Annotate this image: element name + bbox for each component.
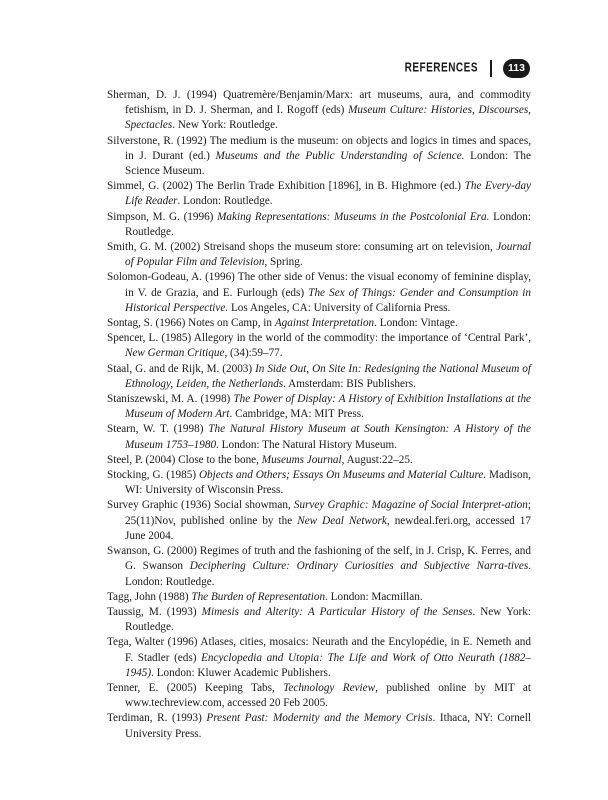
header-divider [490,60,492,77]
reference-text: . London: The Natural History Museum. [216,438,397,451]
reference-title: Deciphering Culture: Ordinary Curiosities and Subjective Narra-tives [189,560,529,573]
reference-entry [107,590,531,605]
reference-text: Sontag, S. (1966) Notes on Camp, in [107,317,275,330]
reference-entry [107,468,531,498]
reference-entry [107,711,531,741]
reference-text: , Spring. [264,256,303,269]
reference-entry [107,544,531,590]
reference-text: Stocking, G. (1985) [107,469,199,482]
reference-title: Mimesis and Alterity: A Particular History of the Senses [201,605,473,618]
reference-text: . London: Macmillan. [325,590,423,603]
reference-title: Against Interpretation [274,317,375,330]
reference-title: Encyclopedia and Utopia: The Life and Work of Otto Neurath (1882–1945) [125,651,531,679]
reference-entry [107,453,531,468]
reference-title: Survey Graphic: Magazine of Social Interpret-ation [293,499,528,512]
page-number-badge: 113 [503,59,530,78]
reference-text: , newdeal.feri.org, accessed 17 June 2004. [125,514,531,542]
reference-title: Making Representations: Museums in the Postcolonial Era. [217,210,490,223]
reference-text: . London: Routledge. [125,560,532,588]
reference-title: The Power of Display: A History of Exhibition Installations at the Museum of Modern Art [125,393,532,421]
reference-title: Technology Review [283,681,376,694]
reference-entry [107,210,531,240]
reference-text: Solomon-Godeau, A. (1996) The other side of Venus: the visual economy of feminine display, in V. de Grazia, and E. Furlough (eds) [107,271,531,299]
reference-title: Objects and Others; Essays On Museums and Material Culture. [198,469,487,482]
reference-title: Museums and the Public Understanding of Science. [215,149,465,162]
reference-text: Madison, WI: University of Wisconsin Press. [125,469,532,497]
reference-text: Swanson, G. (2000) Regimes of truth and the fashioning of the self, in J. Crisp, K. Ferres, and G. Swanson [107,545,531,573]
reference-text: Tega, Walter (1996) Atlases, cities, mosaics: Neurath and the Encylopédie, in E. Nemeth and F. Stadler (eds) [107,636,531,664]
reference-entry [107,240,531,270]
reference-entry [107,681,531,711]
reference-entry [107,605,531,635]
reference-text: . Cambridge, MA: MIT Press. [229,408,364,421]
reference-text: Staniszewski, M. A. (1998) [107,393,234,406]
reference-text: . Amsterdam: BIS Publishers. [283,377,416,390]
reference-text: . London: Kluwer Academic Publishers. [151,666,331,679]
reference-text: , August:22–25. [341,453,413,466]
reference-title: Journal of Popular Film and Television [125,241,531,269]
reference-text: Steel, P. (2004) Close to the bone, [107,453,262,466]
reference-text: Smith, G. M. (2002) Streisand shops the museum store: consuming art on television, [107,241,497,254]
reference-entry [107,422,531,452]
reference-entry [107,392,531,422]
reference-text: . Ithaca, NY: Cornell University Press. [125,712,531,740]
reference-text: Staal, G. and de Rijk, M. (2003) [107,362,256,375]
reference-text: Sherman, D. J. (1994) Quatremère/Benjamin/Marx: art museums, aura, and commodity fetishism, in D. J. Sherman, and I. Rogoff (eds) [107,89,531,117]
reference-entry [107,635,531,681]
reference-title: The Sex of Things: Gender and Consumption in Historical Perspective. [125,286,531,314]
reference-text: London: Routledge. [125,210,531,238]
reference-text: Los Angeles, CA: University of California Press. [228,301,451,314]
reference-entry [107,134,531,180]
reference-title: The Natural History Museum at South Kensington: A History of the Museum 1753–1980 [125,423,531,451]
reference-text: . London: Routledge. [177,195,273,208]
reference-title: In Side Out, On Site In: Redesigning the National Museum of Ethnology, Leiden, the Netherlands [125,362,531,390]
reference-title: Present Past: Modernity and the Memory Crisis [206,712,433,725]
reference-text: Silverstone, R. (1992) The medium is the museum: on objects and logics in times and spaces, in J. Durant (ed.) [107,134,531,162]
reference-entry [107,88,531,134]
reference-list [107,88,531,742]
reference-title: The Every-day Life Reader [125,180,532,208]
reference-text: Survey Graphic (1936) Social showman, [107,499,294,512]
reference-text: Terdiman, R. (1993) [107,712,207,725]
running-head [405,58,530,78]
reference-text: Simmel, G. (2002) The Berlin Trade Exhibition [1896], in B. Highmore (ed.) [107,180,465,193]
reference-text: Spencer, L. (1985) Allegory in the world of the commodity: the importance of ‘Central Park’, [107,332,531,345]
reference-text: . London: Vintage. [374,317,458,330]
reference-entry [107,179,531,209]
reference-entry [107,498,531,544]
reference-text: Simpson, M. G. (1996) [107,210,218,223]
reference-entry [107,270,531,316]
reference-title: New Deal Network [297,514,387,527]
reference-entry [107,316,531,331]
reference-text: London: The Science Museum. [125,149,531,178]
reference-text: Tagg, John (1988) [107,590,192,603]
reference-title: Museum Culture: Histories, Discourses, Spectacles [125,104,531,132]
reference-text: . New York: Routledge. [125,605,531,634]
reference-text: ; 25(11)Nov, published online by the [125,499,531,527]
reference-text: , (34):59–77. [224,347,283,360]
reference-text: , published online by MIT at www.techreview.com, accessed 20 Feb 2005. [125,681,531,710]
reference-text: . New York: Routledge. [172,119,278,132]
reference-title: Museums Journal [261,453,342,466]
reference-entry [107,362,531,392]
reference-text: Tenner, E. (2005) Keeping Tabs, [107,681,284,694]
reference-title: New German Critique [125,347,225,360]
reference-text: Stearn, W. T. (1998) [107,423,209,436]
reference-entry [107,331,531,361]
reference-title: The Burden of Representation [191,590,326,603]
section-title: REFERENCES [404,60,478,76]
reference-text: Taussig, M. (1993) [107,605,202,618]
